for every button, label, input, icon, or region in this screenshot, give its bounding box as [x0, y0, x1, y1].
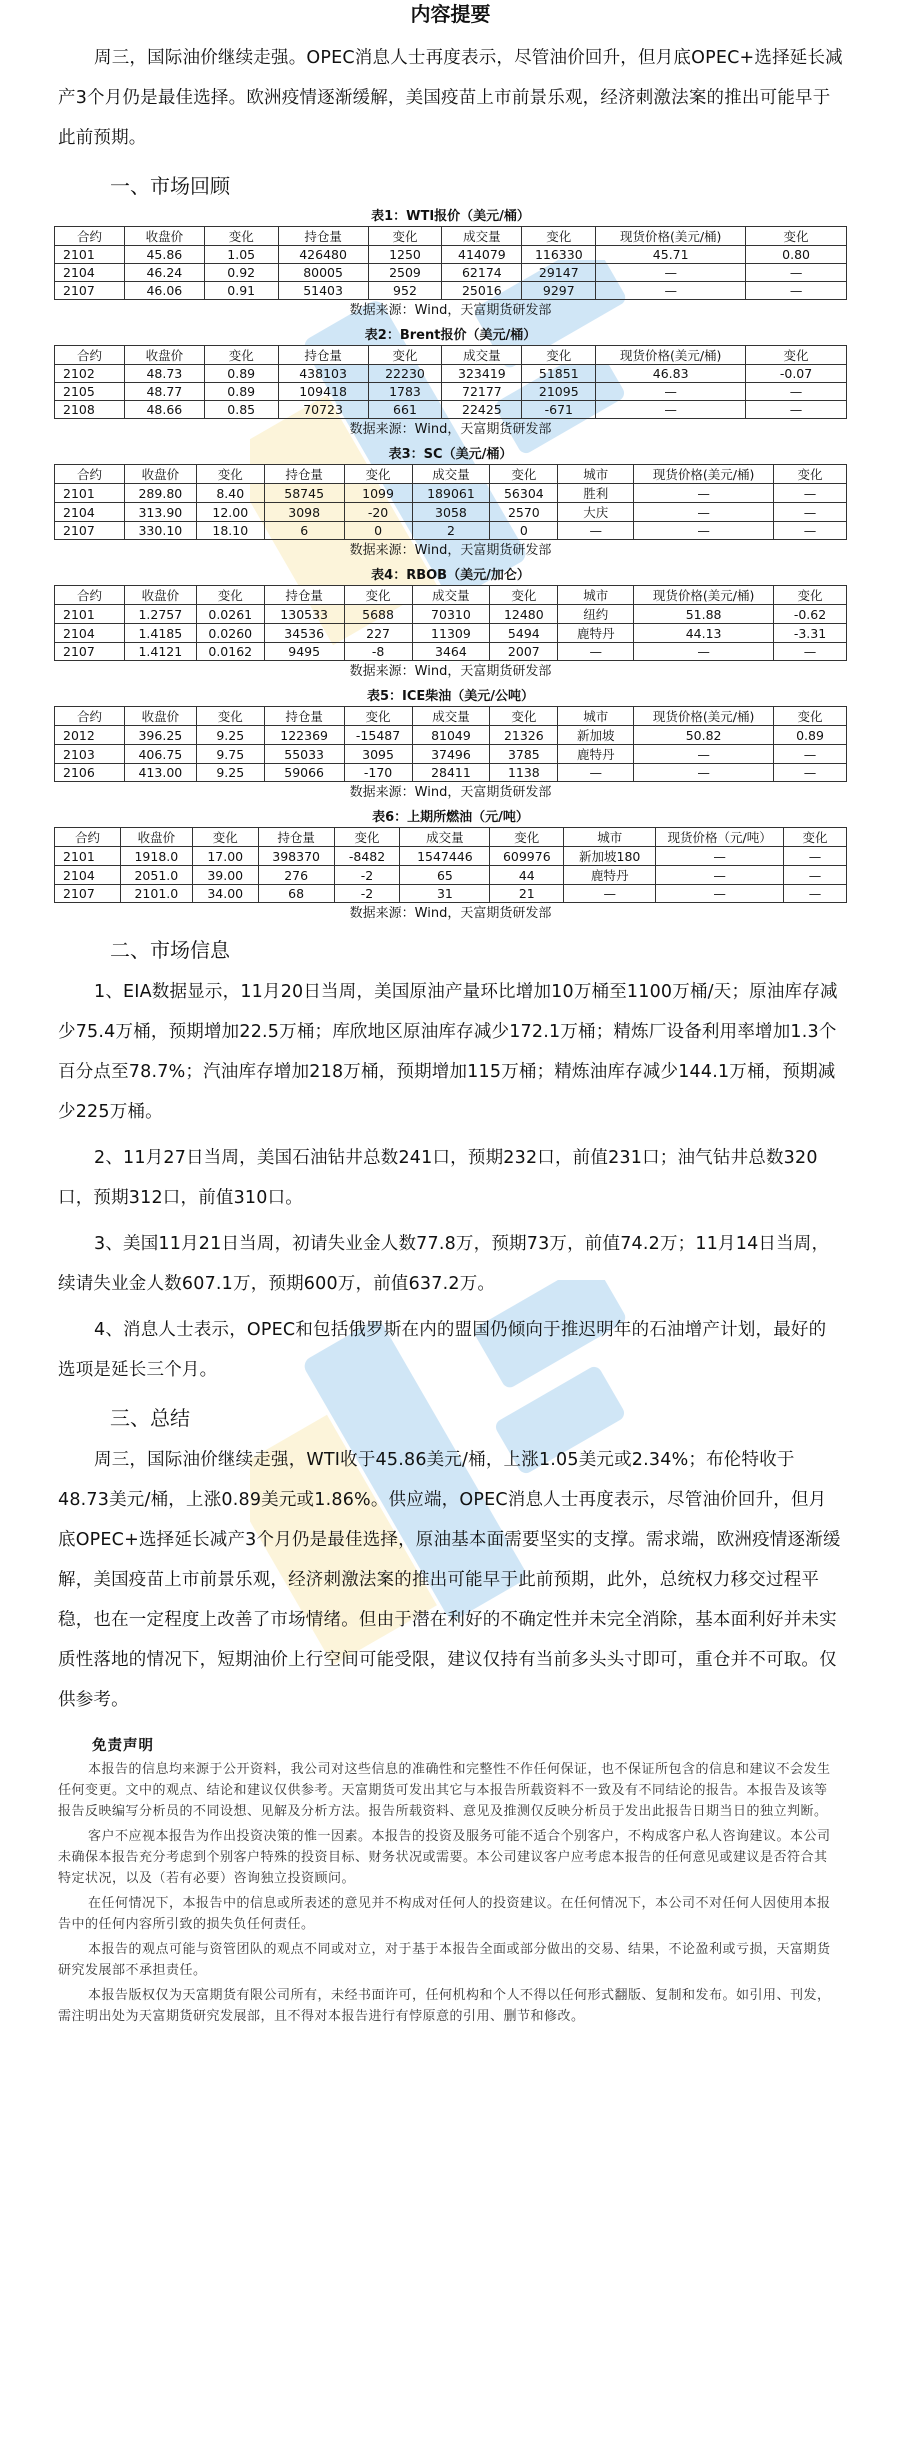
- table-cell: 426480: [278, 246, 368, 264]
- header-cell: 变化: [522, 227, 596, 246]
- table-cell: 2570: [490, 503, 558, 522]
- table-caption: 表6：上期所燃油（元/吨）: [372, 810, 529, 825]
- info-item: 1、EIA数据显示，11月20日当周，美国原油产量环比增加10万桶至1100万桶/天；原油库存减少75.4万桶，预期增加22.5万桶；库欣地区原油库存减少172.1万桶；精炼厂设备利用率增加1.3个百分点至78.7%；汽油库存增加218万桶，预期增加115万桶；精炼油库存减少144.1万桶，预期减少225万桶。: [58, 982, 838, 1122]
- table-cell: 9.25: [196, 764, 264, 782]
- table-cell: 新加坡: [558, 726, 634, 745]
- table-cell: 2101: [55, 246, 125, 264]
- info-item: 4、消息人士表示，OPEC和包括俄罗斯在内的盟国仍倾向于推迟明年的石油增产计划，最好的选项是延长三个月。: [58, 1320, 827, 1380]
- table-row: [55, 605, 847, 624]
- table-cell: —: [774, 764, 847, 782]
- header-cell: 现货价格（元/吨）: [656, 828, 784, 847]
- table-cell: 纽约: [558, 605, 634, 624]
- table-caption: 表5：ICE柴油（美元/公吨）: [366, 689, 535, 704]
- table-row: [55, 866, 847, 885]
- header-cell: 变化: [746, 227, 847, 246]
- table-cell: 0.91: [204, 282, 278, 300]
- table-cell: 3058: [412, 503, 490, 522]
- table-cell: 289.80: [124, 484, 196, 503]
- header-cell: 变化: [196, 707, 264, 726]
- header-cell: 成交量: [412, 465, 490, 484]
- table-cell: 45.86: [124, 246, 204, 264]
- header-cell: 收盘价: [124, 586, 196, 605]
- table-cell: 62174: [442, 264, 522, 282]
- table-row: [55, 643, 847, 661]
- table-cell: 44.13: [634, 624, 774, 643]
- header-cell: 成交量: [412, 707, 490, 726]
- disclaimer-title: 免责声明: [92, 1738, 154, 1754]
- table-cell: 1.05: [204, 246, 278, 264]
- header-cell: 持仓量: [278, 227, 368, 246]
- header-cell: 持仓量: [258, 828, 334, 847]
- table-caption: 表1：WTI报价（美元/桶）: [371, 209, 530, 224]
- table-header-row: [55, 586, 847, 605]
- table-source: 数据来源：Wind，天富期货研发部: [349, 906, 552, 921]
- table-cell: 1138: [490, 764, 558, 782]
- header-cell: 变化: [490, 465, 558, 484]
- table-cell: 9.75: [196, 745, 264, 764]
- table-source: 数据来源：Wind，天富期货研发部: [349, 785, 552, 800]
- header-cell: 合约: [55, 227, 125, 246]
- table-cell: —: [656, 885, 784, 903]
- table-cell: 0.85: [204, 401, 278, 419]
- table-cell: 65: [400, 866, 490, 885]
- table-cell: 2104: [55, 264, 125, 282]
- table-cell: —: [784, 866, 847, 885]
- table-cell: —: [558, 643, 634, 661]
- table-cell: 9495: [264, 643, 344, 661]
- table-cell: -3.31: [774, 624, 847, 643]
- header-cell: 现货价格(美元/桶): [634, 707, 774, 726]
- table-cell: 44: [490, 866, 564, 885]
- header-cell: 持仓量: [264, 707, 344, 726]
- table-cell: 3464: [412, 643, 490, 661]
- disclaimer-paragraph: 本报告的观点可能与资管团队的观点不同或对立，对于基于本报告全面或部分做出的交易、结果，不论盈利或亏损，天富期货研究发展部不承担责任。: [58, 1942, 831, 1978]
- table-row: [55, 745, 847, 764]
- header-cell: 变化: [344, 707, 412, 726]
- table-cell: 46.24: [124, 264, 204, 282]
- table-cell: 39.00: [192, 866, 258, 885]
- header-cell: 持仓量: [264, 586, 344, 605]
- table-cell: 0.92: [204, 264, 278, 282]
- table-cell: 3785: [490, 745, 558, 764]
- table-header-row: [55, 707, 847, 726]
- header-cell: 变化: [490, 828, 564, 847]
- table-rbob: [0, 567, 901, 680]
- table-caption: 表3：SC（美元/桶）: [388, 447, 513, 462]
- table-cell: 0.89: [774, 726, 847, 745]
- table-cell: 9297: [522, 282, 596, 300]
- table-cell: —: [596, 264, 746, 282]
- table-cell: 3095: [344, 745, 412, 764]
- table-cell: 1918.0: [120, 847, 192, 866]
- table-ice-gasoil: [0, 688, 901, 801]
- table-sc: [0, 446, 901, 559]
- table-cell: 2104: [55, 866, 121, 885]
- header-cell: 合约: [55, 346, 125, 365]
- table-cell: 21095: [522, 383, 596, 401]
- table-source: 数据来源：Wind，天富期货研发部: [349, 543, 552, 558]
- table-cell: 31: [400, 885, 490, 903]
- table-cell: -15487: [344, 726, 412, 745]
- table-cell: 46.83: [596, 365, 746, 383]
- table-cell: 2102: [55, 365, 125, 383]
- table-cell: 2051.0: [120, 866, 192, 885]
- header-cell: 成交量: [412, 586, 490, 605]
- table-cell: 2105: [55, 383, 125, 401]
- table-cell: 1.2757: [124, 605, 196, 624]
- table-cell: 2101: [55, 605, 125, 624]
- table-cell: 2101: [55, 847, 121, 866]
- table-cell: 323419: [442, 365, 522, 383]
- table-cell: -2: [334, 866, 400, 885]
- table-cell: 1250: [368, 246, 442, 264]
- table-cell: —: [656, 847, 784, 866]
- table-cell: 45.71: [596, 246, 746, 264]
- table-wti: [0, 208, 901, 319]
- table-cell: -20: [344, 503, 412, 522]
- table-cell: -8482: [334, 847, 400, 866]
- table-caption: 表2：Brent报价（美元/桶）: [364, 328, 537, 343]
- table-caption: 表4：RBOB（美元/加仑）: [371, 568, 530, 583]
- table-cell: 0.0162: [196, 643, 264, 661]
- table-cell: 80005: [278, 264, 368, 282]
- table-cell: -0.62: [774, 605, 847, 624]
- header-cell: 收盘价: [120, 828, 192, 847]
- disclaimer-paragraph: 本报告版权仅为天富期货有限公司所有，未经书面许可，任何机构和个人不得以任何形式翻版、复制和发布。如引用、刊发，需注明出处为天富期货研究发展部，且不得对本报告进行有悖原意的引用、删节和修改。: [58, 1988, 831, 2024]
- table-cell: —: [656, 866, 784, 885]
- header-cell: 变化: [774, 707, 847, 726]
- table-cell: 12480: [490, 605, 558, 624]
- header-cell: 合约: [55, 707, 125, 726]
- table-cell: 48.73: [124, 365, 204, 383]
- table-brent: [0, 327, 901, 438]
- table-cell: —: [774, 643, 847, 661]
- table-cell: 34536: [264, 624, 344, 643]
- table-cell: 鹿特丹: [564, 866, 656, 885]
- table-cell: 0: [490, 522, 558, 540]
- table-source: 数据来源：Wind，天富期货研发部: [349, 422, 552, 437]
- table-cell: —: [784, 885, 847, 903]
- header-cell: 收盘价: [124, 707, 196, 726]
- table-row: [55, 383, 847, 401]
- disclaimer-paragraph: 在任何情况下，本报告中的信息或所表述的意见并不构成对任何人的投资建议。在任何情况下，本公司不对任何人因使用本报告中的任何内容所引致的损失负任何责任。: [58, 1896, 831, 1932]
- table-cell: 609976: [490, 847, 564, 866]
- table-cell: 12.00: [196, 503, 264, 522]
- table-cell: 1783: [368, 383, 442, 401]
- header-cell: 变化: [746, 346, 847, 365]
- table-cell: —: [634, 764, 774, 782]
- table-cell: 56304: [490, 484, 558, 503]
- table-row: [55, 246, 847, 264]
- section-conclusion: 三、总结: [110, 1406, 190, 1430]
- table-cell: 5494: [490, 624, 558, 643]
- table-cell: 50.82: [634, 726, 774, 745]
- table-cell: 58745: [264, 484, 344, 503]
- disclaimer-paragraph: 本报告的信息均来源于公开资料，我公司对这些信息的准确性和完整性不作任何保证，也不保证所包含的信息和建议不会发生任何变更。文中的观点、结论和建议仅供参考。天富期货可发出其它与本报告所载资料不一致及有不同结论的报告。本报告及该等报告反映编写分析员的不同设想、见解及分析方法。报告所载资料、意见及推测仅反映分析员于发出此报告日期当日的独立判断。: [58, 1762, 831, 1819]
- table-cell: 130533: [264, 605, 344, 624]
- table-cell: 0.89: [204, 383, 278, 401]
- header-cell: 城市: [564, 828, 656, 847]
- table-header-row: [55, 465, 847, 484]
- header-cell: 变化: [196, 586, 264, 605]
- header-cell: 持仓量: [278, 346, 368, 365]
- table-cell: 59066: [264, 764, 344, 782]
- table-cell: 1099: [344, 484, 412, 503]
- table-cell: 22425: [442, 401, 522, 419]
- header-cell: 变化: [490, 586, 558, 605]
- table-cell: 2108: [55, 401, 125, 419]
- table-cell: —: [596, 282, 746, 300]
- table-cell: —: [746, 401, 847, 419]
- table-cell: 18.10: [196, 522, 264, 540]
- table-row: [55, 885, 847, 903]
- table-cell: —: [558, 522, 634, 540]
- table-cell: -170: [344, 764, 412, 782]
- table-cell: -2: [334, 885, 400, 903]
- table-cell: 6: [264, 522, 344, 540]
- table-cell: 17.00: [192, 847, 258, 866]
- header-cell: 收盘价: [124, 465, 196, 484]
- info-item: 2、11月27日当周，美国石油钻井总数241口，预期232口，前值231口；油气钻井总数320口，预期312口，前值310口。: [58, 1148, 818, 1208]
- header-cell: 城市: [558, 586, 634, 605]
- table-cell: 2101.0: [120, 885, 192, 903]
- table-header-row: [55, 828, 847, 847]
- table-cell: 2107: [55, 643, 125, 661]
- table-cell: 51851: [522, 365, 596, 383]
- table-cell: 1.4185: [124, 624, 196, 643]
- table-cell: 鹿特丹: [558, 624, 634, 643]
- table-row: [55, 624, 847, 643]
- table-source: 数据来源：Wind，天富期货研发部: [349, 303, 552, 318]
- table-cell: 313.90: [124, 503, 196, 522]
- table-cell: 21: [490, 885, 564, 903]
- table-cell: 2101: [55, 484, 125, 503]
- table-cell: 330.10: [124, 522, 196, 540]
- table-cell: 70723: [278, 401, 368, 419]
- table-cell: 2: [412, 522, 490, 540]
- table-cell: 1547446: [400, 847, 490, 866]
- table-cell: 68: [258, 885, 334, 903]
- table-row: [55, 522, 847, 540]
- table-cell: 0.0261: [196, 605, 264, 624]
- header-cell: 变化: [344, 586, 412, 605]
- header-cell: 变化: [368, 227, 442, 246]
- table-cell: 396.25: [124, 726, 196, 745]
- page-title: 内容提要: [410, 2, 491, 26]
- header-cell: 现货价格(美元/桶): [596, 346, 746, 365]
- table-cell: —: [784, 847, 847, 866]
- table-cell: —: [564, 885, 656, 903]
- table-cell: 276: [258, 866, 334, 885]
- table-cell: —: [774, 503, 847, 522]
- info-item: 3、美国11月21日当周，初请失业金人数77.8万，预期73万，前值74.2万；11月14日当周，续请失业金人数607.1万，预期600万，前值637.2万。: [58, 1234, 830, 1294]
- table-cell: 28411: [412, 764, 490, 782]
- header-cell: 变化: [490, 707, 558, 726]
- table-cell: 406.75: [124, 745, 196, 764]
- table-row: [55, 764, 847, 782]
- table-source: 数据来源：Wind，天富期货研发部: [349, 664, 552, 679]
- header-cell: 现货价格(美元/桶): [634, 586, 774, 605]
- header-cell: 收盘价: [124, 227, 204, 246]
- table-cell: 9.25: [196, 726, 264, 745]
- table-cell: 11309: [412, 624, 490, 643]
- table-cell: -0.07: [746, 365, 847, 383]
- table-cell: 116330: [522, 246, 596, 264]
- table-row: [55, 264, 847, 282]
- section-market-review: 一、市场回顾: [110, 174, 230, 198]
- table-cell: —: [596, 401, 746, 419]
- header-cell: 变化: [344, 465, 412, 484]
- table-cell: —: [634, 484, 774, 503]
- table-header-row: [55, 227, 847, 246]
- table-cell: 227: [344, 624, 412, 643]
- table-cell: 3098: [264, 503, 344, 522]
- table-cell: 2104: [55, 624, 125, 643]
- table-row: [55, 401, 847, 419]
- table-cell: —: [774, 522, 847, 540]
- table-cell: 414079: [442, 246, 522, 264]
- table-cell: —: [746, 383, 847, 401]
- header-cell: 变化: [774, 586, 847, 605]
- table-cell: 37496: [412, 745, 490, 764]
- table-row: [55, 503, 847, 522]
- disclaimer-paragraph: 客户不应视本报告为作出投资决策的惟一因素。本报告的投资及服务可能不适合个别客户，不构成客户私人咨询建议。本公司未确保本报告充分考虑到个别客户特殊的投资目标、财务状况或需要。本公司建议客户应考虑本报告的任何意见或建议是否符合其特定状况，以及（若有必要）咨询独立投资顾问。: [58, 1829, 831, 1886]
- table-cell: 109418: [278, 383, 368, 401]
- header-cell: 变化: [204, 346, 278, 365]
- table-cell: 0.89: [204, 365, 278, 383]
- table-row: [55, 282, 847, 300]
- table-row: [55, 484, 847, 503]
- header-cell: 持仓量: [264, 465, 344, 484]
- header-cell: 变化: [204, 227, 278, 246]
- table-cell: 952: [368, 282, 442, 300]
- table-cell: —: [634, 643, 774, 661]
- table-cell: 46.06: [124, 282, 204, 300]
- table-cell: 鹿特丹: [558, 745, 634, 764]
- table-cell: 72177: [442, 383, 522, 401]
- table-cell: —: [746, 282, 847, 300]
- table-cell: 2104: [55, 503, 125, 522]
- table-cell: 398370: [258, 847, 334, 866]
- section-market-info: 二、市场信息: [110, 938, 230, 962]
- header-cell: 成交量: [442, 227, 522, 246]
- table-cell: 0.0260: [196, 624, 264, 643]
- header-cell: 合约: [55, 465, 125, 484]
- table-cell: 0.80: [746, 246, 847, 264]
- table-cell: 122369: [264, 726, 344, 745]
- table-cell: 51403: [278, 282, 368, 300]
- table-shfe-fuel-oil: [0, 809, 901, 922]
- header-cell: 变化: [196, 465, 264, 484]
- header-cell: 变化: [522, 346, 596, 365]
- header-cell: 变化: [368, 346, 442, 365]
- table-cell: 2107: [55, 885, 121, 903]
- table-row: [55, 847, 847, 866]
- header-cell: 变化: [784, 828, 847, 847]
- table-cell: 8.40: [196, 484, 264, 503]
- table-cell: —: [774, 484, 847, 503]
- header-cell: 变化: [334, 828, 400, 847]
- table-cell: —: [634, 522, 774, 540]
- table-cell: 34.00: [192, 885, 258, 903]
- table-cell: 胜利: [558, 484, 634, 503]
- table-cell: 大庆: [558, 503, 634, 522]
- header-cell: 合约: [55, 828, 121, 847]
- table-cell: 21326: [490, 726, 558, 745]
- table-cell: —: [596, 383, 746, 401]
- table-cell: 189061: [412, 484, 490, 503]
- table-cell: 413.00: [124, 764, 196, 782]
- table-cell: 2509: [368, 264, 442, 282]
- header-cell: 城市: [558, 465, 634, 484]
- header-cell: 城市: [558, 707, 634, 726]
- table-row: [55, 365, 847, 383]
- header-cell: 变化: [774, 465, 847, 484]
- table-cell: 2012: [55, 726, 125, 745]
- table-cell: 2007: [490, 643, 558, 661]
- table-cell: 48.66: [124, 401, 204, 419]
- table-cell: 70310: [412, 605, 490, 624]
- table-cell: —: [558, 764, 634, 782]
- table-cell: 22230: [368, 365, 442, 383]
- header-cell: 现货价格(美元/桶): [634, 465, 774, 484]
- table-cell: 25016: [442, 282, 522, 300]
- table-cell: —: [746, 264, 847, 282]
- table-cell: 2103: [55, 745, 125, 764]
- header-cell: 合约: [55, 586, 125, 605]
- table-cell: 0: [344, 522, 412, 540]
- table-cell: 2107: [55, 282, 125, 300]
- table-cell: 48.77: [124, 383, 204, 401]
- table-row: [55, 726, 847, 745]
- header-cell: 成交量: [442, 346, 522, 365]
- table-cell: —: [634, 745, 774, 764]
- table-cell: 81049: [412, 726, 490, 745]
- table-cell: 29147: [522, 264, 596, 282]
- conclusion-paragraph: 周三，国际油价继续走强，WTI收于45.86美元/桶，上涨1.05美元或2.34%；布伦特收于48.73美元/桶，上涨0.89美元或1.86%。供应端，OPEC消息人士再度表示，尽管油价回升，但月底OPEC+选择延长减产3个月仍是最佳选择，原油基本面需要坚实的支撑。需求端，欧洲疫情逐渐缓解，美国疫苗上市前景乐观，经济刺激法案的推出可能早于此前预期，此外，总统权力移交过程平稳，也在一定程度上改善了市场情绪。但由于潜在利好的不确定性并未完全消除，基本面利好并未实质性落地的情况下，短期油价上行空间可能受限，建议仅持有当前多头头寸即可，重仓并不可取。仅供参考。: [58, 1450, 841, 1710]
- table-header-row: [55, 346, 847, 365]
- header-cell: 现货价格(美元/桶): [596, 227, 746, 246]
- table-cell: 2106: [55, 764, 125, 782]
- header-cell: 收盘价: [124, 346, 204, 365]
- table-cell: 51.88: [634, 605, 774, 624]
- table-cell: -8: [344, 643, 412, 661]
- table-cell: 55033: [264, 745, 344, 764]
- table-cell: 2107: [55, 522, 125, 540]
- summary-paragraph: 周三，国际油价继续走强。OPEC消息人士再度表示，尽管油价回升，但月底OPEC+选择延长减产3个月仍是最佳选择。欧洲疫情逐渐缓解，美国疫苗上市前景乐观，经济刺激法案的推出可能早于此前预期。: [58, 48, 843, 148]
- header-cell: 变化: [192, 828, 258, 847]
- table-cell: —: [774, 745, 847, 764]
- table-cell: 新加坡180: [564, 847, 656, 866]
- table-cell: —: [634, 503, 774, 522]
- table-cell: 5688: [344, 605, 412, 624]
- table-cell: 661: [368, 401, 442, 419]
- table-cell: 1.4121: [124, 643, 196, 661]
- header-cell: 成交量: [400, 828, 490, 847]
- table-cell: -671: [522, 401, 596, 419]
- table-cell: 438103: [278, 365, 368, 383]
